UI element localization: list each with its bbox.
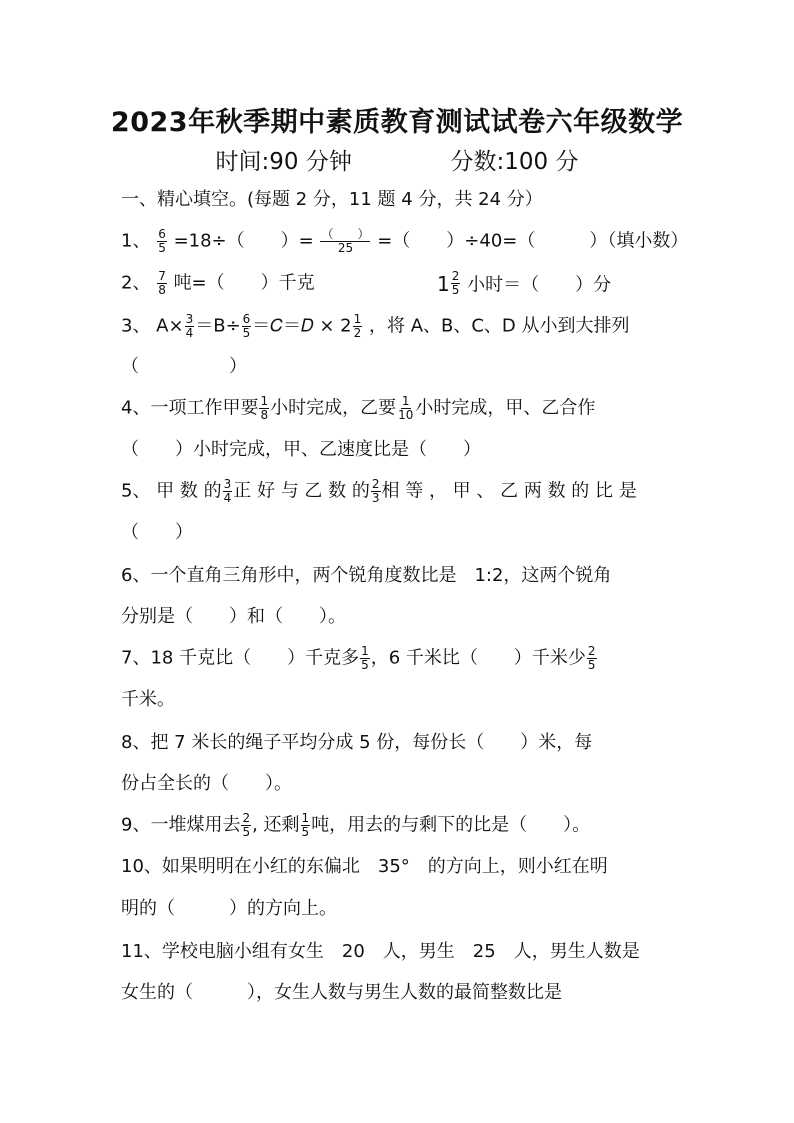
fraction: $\frac{6}{5}$ — [242, 312, 251, 340]
exam-info — [0, 143, 794, 176]
fraction: $\frac{1}{10}$ — [398, 394, 414, 422]
question-3-answer-blank: （ ） — [121, 356, 247, 377]
page-title: 2023年秋季期中素质教育测试试卷六年级数学 — [110, 107, 684, 138]
fraction: $\frac{3}{4}$ — [185, 312, 194, 340]
question-5-answer-blank: （ ） — [121, 522, 193, 543]
question-1: 1、 $\frac{6}{5}$ =18÷（ ）= $\frac{( )}{25}$ =（ ）÷40=（ ）（填小数） — [121, 227, 689, 255]
question-6-line-2: 分别是（ ）和（ ）。 — [121, 606, 346, 627]
exam-score: 分数:100 分 — [450, 149, 579, 175]
fraction: $\frac{7}{8}$ — [158, 269, 166, 297]
question-7-line-2: 千米。 — [121, 689, 175, 710]
fraction: $\frac{1}{5}$ — [301, 811, 310, 839]
mixed-number: 1 $\frac{2}{5}$ — [437, 269, 460, 297]
fraction: $\frac{1}{8}$ — [260, 394, 269, 422]
question-9: 9、一堆煤用去 $\frac{2}{5}$ , 还剩 $\frac{1}{5}$ 吨，用去的与剩下的比是（ ）。 — [121, 811, 591, 839]
fraction: $\frac{2}{5}$ — [242, 811, 251, 839]
fraction: $\frac{6}{5}$ — [158, 227, 166, 255]
question-5: 5、 甲 数 的 $\frac{3}{4}$ 正 好 与 乙 数 的 $\frac{2}{3}$ 相 等 ， 甲 、 乙 两 数 的 比 是 — [121, 477, 637, 505]
question-4: 4、一项工作甲要 $\frac{1}{8}$ 小时完成，乙要 $\frac{1}{10}$ 小时完成，甲、乙合作 — [121, 394, 596, 422]
question-6: 6、一个直角三角形中，两个锐角度数比是 1:2，这两个锐角 — [121, 565, 612, 586]
question-10-line-2: 明的（ ）的方向上。 — [121, 898, 337, 919]
fraction: $\frac{2}{3}$ — [371, 477, 380, 505]
question-3: 3、 A× $\frac{3}{4}$ ＝B÷ $\frac{6}{5}$ ＝𝐶＝𝐷 × 2 $\frac{1}{2}$ ，将 A、B、C、D 从小到大排列 — [121, 312, 630, 340]
fraction: $\frac{1}{5}$ — [361, 644, 369, 672]
fraction: $\frac{1}{2}$ — [353, 312, 362, 340]
question-7: 7、18 千克比（ ）千克多 $\frac{1}{5}$ ，6 千米比（ ）千米少 $\frac{2}{5}$ — [121, 644, 596, 672]
question-4-line-2: （ ）小时完成，甲、乙速度比是（ ） — [121, 439, 481, 460]
question-8: 8、把 7 米长的绳子平均分成 5 份，每份长（ ）米，每 — [121, 732, 593, 753]
fraction: $\frac{3}{4}$ — [223, 477, 232, 505]
fraction: $\frac{( )}{25}$ — [321, 227, 370, 255]
question-2: 2、 $\frac{7}{8}$ 吨=（ ）千克 — [121, 269, 315, 297]
section-heading: 一、精心填空。(每题 2 分，11 题 4 分，共 24 分） — [121, 189, 543, 210]
question-11-line-2: 女生的（ ），女生人数与男生人数的最简整数比是 — [121, 982, 562, 1003]
question-8-line-2: 份占全长的（ ）。 — [121, 773, 292, 794]
question-2-part-b: 1 $\frac{2}{5}$ 小时＝（ ）分 — [437, 269, 612, 297]
question-11: 11、学校电脑小组有女生 20 人，男生 25 人，男生人数是 — [121, 941, 640, 962]
fraction: $\frac{2}{5}$ — [587, 644, 596, 672]
question-10: 10、如果明明在小红的东偏北 35° 的方向上，则小红在明 — [121, 856, 608, 877]
exam-time: 时间:90 分钟 — [215, 149, 352, 175]
